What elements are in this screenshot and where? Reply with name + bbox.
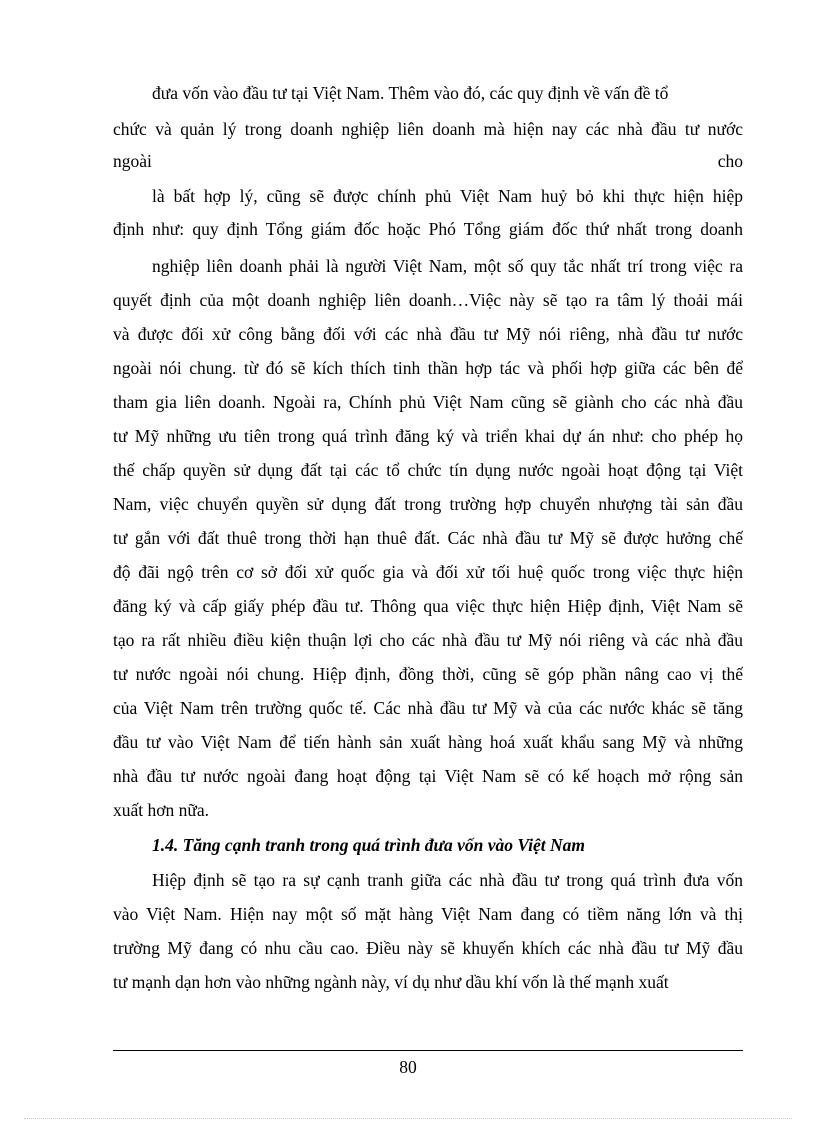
text-line: Nam, việc chuyển quyền sử dụng đất trong trường hợp chuyển nhượng tài sản đầu xyxy=(113,494,743,514)
text-line: tư Mỹ những ưu tiên trong quá trình đăng ký và triển khai dự án như: cho phép họ xyxy=(113,426,743,446)
page-number: 80 xyxy=(399,1057,417,1077)
split-line-right: cho xyxy=(717,151,743,171)
text-line: nhà đầu tư nước ngoài đang hoạt động tại Việt Nam sẽ có kế hoạch mở rộng sản xyxy=(113,766,743,786)
text-line: quyết định của một doanh nghiệp liên doanh…Việc này sẽ tạo ra tâm lý thoải mái xyxy=(113,290,743,310)
split-line xyxy=(0,150,743,172)
text-line: đăng ký và cấp giấy phép đầu tư. Thông qua việc thực hiện Hiệp định, Việt Nam sẽ xyxy=(113,596,743,616)
text-line: xuất hơn nữa. xyxy=(113,800,210,820)
text-line: tư mạnh dạn hơn vào những ngành này, ví dụ như dầu khí vốn là thế mạnh xuất xyxy=(113,972,669,992)
text-line: độ đãi ngộ trên cơ sở đối xử quốc gia và đối xử tối huệ quốc trong việc thực hiện xyxy=(113,562,743,582)
text-line: đầu tư vào Việt Nam để tiến hành sản xuất hàng hoá xuất khẩu sang Mỹ và những xyxy=(113,732,743,752)
text-line: vào Việt Nam. Hiện nay một số mặt hàng Việt Nam đang có tiềm năng lớn và thị xyxy=(113,904,743,924)
text-line: ngoài nói chung. từ đó sẽ kích thích tinh thần hợp tác và phối hợp giữa các bên để xyxy=(113,358,743,378)
split-line-left: ngoài xyxy=(113,151,152,171)
text-line: Hiệp định sẽ tạo ra sự cạnh tranh giữa các nhà đầu tư trong quá trình đưa vốn xyxy=(152,870,743,890)
footer-rule xyxy=(113,1050,743,1051)
text-line: tạo ra rất nhiều điều kiện thuận lợi cho các nhà đầu tư Mỹ nói riêng và các nhà đầu xyxy=(113,630,743,650)
text-line: của Việt Nam trên trường quốc tế. Các nhà đầu tư Mỹ và của các nước khác sẽ tăng xyxy=(113,698,743,718)
text-line: định như: quy định Tổng giám đốc hoặc Phó Tổng giám đốc thứ nhất trong doanh xyxy=(113,219,743,239)
text-line: tư nước ngoài nói chung. Hiệp định, đồng thời, cũng sẽ góp phần nâng cao vị thế xyxy=(113,664,743,684)
text-line: đưa vốn vào đầu tư tại Việt Nam. Thêm vào đó, các quy định về vấn đề tổ xyxy=(152,83,669,103)
text-line: tư gắn với đất thuê trong thời hạn thuê đất. Các nhà đầu tư Mỹ sẽ được hưởng chế xyxy=(113,528,743,548)
text-line: nghiệp liên doanh phải là người Việt Nam, một số quy tắc nhất trí trong việc ra xyxy=(152,256,743,276)
text-line: tham gia liên doanh. Ngoài ra, Chính phủ Việt Nam cũng sẽ giành cho các nhà đầu xyxy=(113,392,743,412)
text-line: chức và quản lý trong doanh nghiệp liên doanh mà hiện nay các nhà đầu tư nước xyxy=(113,119,743,139)
text-line: trường Mỹ đang có nhu cầu cao. Điều này sẽ khuyến khích các nhà đầu tư Mỹ đầu xyxy=(113,938,743,958)
text-line: thế chấp quyền sử dụng đất tại các tổ chức tín dụng nước ngoài hoạt động tại Việt xyxy=(113,460,743,480)
section-heading: 1.4. Tăng cạnh tranh trong quá trình đưa vốn vào Việt Nam xyxy=(152,835,586,855)
text-line: là bất hợp lý, cũng sẽ được chính phủ Việt Nam huỷ bỏ khi thực hiện hiệp xyxy=(152,186,743,206)
page-bottom-border xyxy=(24,1118,792,1119)
text-line: và được đối xử công bằng đối với các nhà đầu tư Mỹ nói riêng, nhà đầu tư nước xyxy=(113,324,743,344)
